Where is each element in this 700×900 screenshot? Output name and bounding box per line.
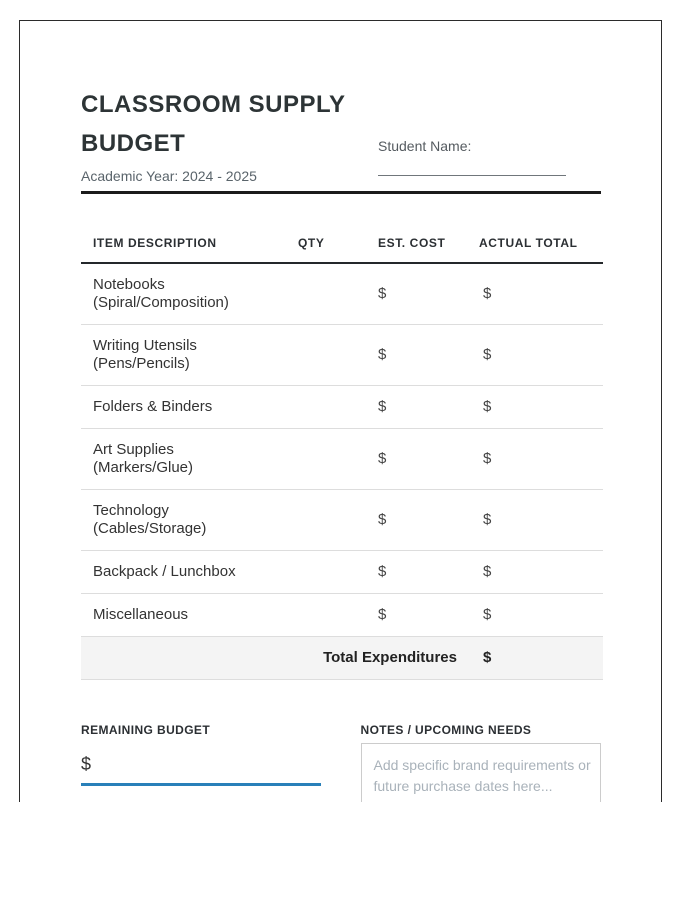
budget-document-page xyxy=(19,20,662,802)
est-cost-cell: $ xyxy=(366,594,467,637)
table-row xyxy=(81,263,603,325)
qty-cell xyxy=(290,551,366,594)
item-cell: Art Supplies (Markers/Glue) xyxy=(81,429,290,490)
item-cell: Folders & Binders xyxy=(81,386,290,429)
item-cell: Writing Utensils (Pens/Pencils) xyxy=(81,325,290,386)
remaining-budget-section xyxy=(81,724,321,802)
item-cell: Backpack / Lunchbox xyxy=(81,551,290,594)
page-title: CLASSROOM SUPPLY BUDGET xyxy=(81,91,346,157)
qty-cell xyxy=(290,594,366,637)
actual-total-cell: $ xyxy=(467,325,603,386)
academic-year-subtitle: Academic Year: 2024 - 2025 xyxy=(81,168,257,184)
notes-textarea[interactable] xyxy=(361,743,602,802)
document-header xyxy=(81,85,601,185)
item-cell: Notebooks (Spiral/Composition) xyxy=(81,263,290,325)
table-row xyxy=(81,429,603,490)
remaining-budget-label: REMAINING BUDGET xyxy=(81,723,211,737)
table-row xyxy=(81,490,603,551)
actual-total-cell: $ xyxy=(467,429,603,490)
actual-total-cell: $ xyxy=(467,594,603,637)
qty-cell xyxy=(290,429,366,490)
actual-total-cell: $ xyxy=(467,551,603,594)
notes-label: NOTES / UPCOMING NEEDS xyxy=(360,723,532,737)
qty-cell xyxy=(290,490,366,551)
qty-cell xyxy=(290,325,366,386)
notes-section xyxy=(361,724,602,802)
est-cost-cell: $ xyxy=(366,263,467,325)
supply-table xyxy=(81,226,603,680)
item-cell: Technology (Cables/Storage) xyxy=(81,490,290,551)
actual-total-cell: $ xyxy=(467,263,603,325)
column-header-qty: QTY xyxy=(290,226,366,263)
remaining-budget-currency: $ xyxy=(81,754,92,774)
est-cost-cell: $ xyxy=(366,490,467,551)
table-row xyxy=(81,594,603,637)
table-row xyxy=(81,325,603,386)
bottom-section xyxy=(81,724,601,802)
item-cell: Miscellaneous xyxy=(81,594,290,637)
header-divider xyxy=(81,191,601,194)
column-header-actual-total: ACTUAL TOTAL xyxy=(467,226,603,263)
qty-cell xyxy=(290,263,366,325)
student-name-label: Student Name: xyxy=(378,138,472,154)
est-cost-cell: $ xyxy=(366,551,467,594)
column-header-item-description: ITEM DESCRIPTION xyxy=(81,226,290,263)
student-name-block xyxy=(378,137,566,176)
actual-total-cell: $ xyxy=(467,490,603,551)
est-cost-cell: $ xyxy=(366,386,467,429)
table-row xyxy=(81,386,603,429)
table-header-row xyxy=(81,226,603,263)
est-cost-cell: $ xyxy=(366,429,467,490)
table-row xyxy=(81,551,603,594)
qty-cell xyxy=(290,386,366,429)
total-expenditures-label: Total Expenditures xyxy=(81,637,467,680)
total-expenditures-row xyxy=(81,637,603,680)
remaining-budget-field[interactable] xyxy=(81,754,321,786)
student-name-field[interactable] xyxy=(378,175,566,176)
est-cost-cell: $ xyxy=(366,325,467,386)
actual-total-cell: $ xyxy=(467,386,603,429)
column-header-est-cost: EST. COST xyxy=(366,226,467,263)
total-expenditures-value: $ xyxy=(467,637,603,680)
